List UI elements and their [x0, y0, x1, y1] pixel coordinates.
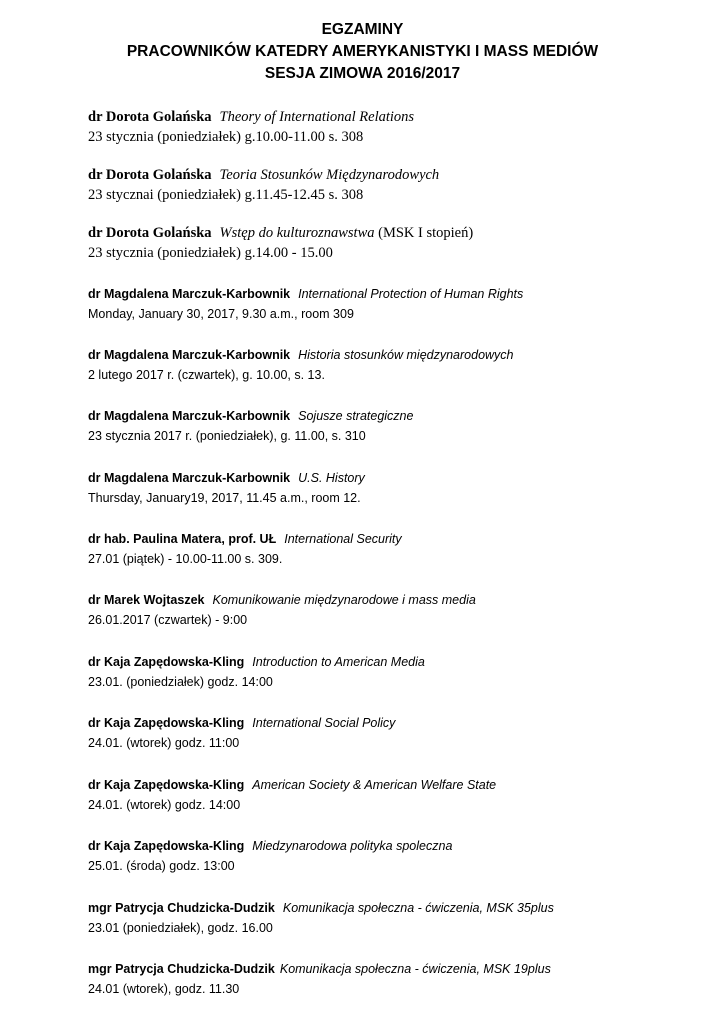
exam-details: Monday, January 30, 2017, 9.30 a.m., room 309 — [88, 307, 354, 321]
exam-details: 24.01 (wtorek), godz. 11.30 — [88, 982, 240, 996]
exam-details: 24.01. (wtorek) godz. 11:00 — [88, 736, 240, 750]
exam-entry — [88, 836, 452, 876]
exam-details: 23 stycznia (poniedziałek) g.14.00 - 15.00 — [88, 245, 333, 261]
exam-entry — [88, 345, 514, 385]
exam-entry — [88, 107, 414, 147]
exam-entry — [88, 223, 473, 263]
exam-entry — [88, 165, 439, 205]
examiner-name: dr Kaja Zapędowska-Kling — [88, 839, 245, 853]
exam-entry — [88, 898, 554, 938]
exam-entry — [88, 468, 365, 508]
header-subtitle: PRACOWNIKÓW KATEDRY AMERYKANISTYKI I MASS MEDIÓW — [126, 43, 599, 60]
course-title: International Security — [284, 532, 402, 546]
exam-details: 23 stycznia 2017 r. (poniedziałek), g. 11.00, s. 310 — [88, 429, 366, 443]
exam-details: 2 lutego 2017 r. (czwartek), g. 10.00, s. 13. — [88, 368, 325, 382]
exam-entry — [88, 775, 496, 815]
examiner-name: dr Dorota Golańska — [88, 167, 212, 183]
examiner-name: mgr Patrycja Chudzicka-Dudzik — [88, 901, 275, 915]
exam-details: 27.01 (piątek) - 10.00-11.00 s. 309. — [88, 552, 283, 566]
exam-entry — [88, 713, 395, 753]
course-title: American Society & American Welfare State — [252, 778, 497, 792]
examiner-name: dr Magdalena Marczuk-Karbownik — [88, 348, 291, 362]
header-title: EGZAMINY — [321, 21, 404, 38]
course-title: Komunikacja społeczna - ćwiczenia, MSK 35plus — [282, 901, 554, 915]
exam-entry — [88, 406, 413, 446]
course-title: Komunikowanie międzynarodowe i mass media — [212, 593, 476, 607]
course-title: Introduction to American Media — [252, 655, 425, 669]
examiner-name: dr Kaja Zapędowska-Kling — [88, 778, 245, 792]
exam-details: 25.01. (środa) godz. 13:00 — [88, 859, 235, 873]
examiner-name: dr Kaja Zapędowska-Kling — [88, 716, 245, 730]
examiner-name: dr hab. Paulina Matera, prof. UŁ — [88, 532, 277, 546]
examiner-name: dr Magdalena Marczuk-Karbownik — [88, 471, 291, 485]
course-title: Komunikacja społeczna - ćwiczenia, MSK 19plus — [279, 962, 551, 976]
exam-entry — [88, 529, 402, 569]
exam-entry — [88, 959, 551, 999]
examiner-name: dr Dorota Golańska — [88, 225, 212, 241]
course-title: Miedzynarodowa polityka spoleczna — [252, 839, 453, 853]
exam-details: 23.01 (poniedziałek), godz. 16.00 — [88, 921, 273, 935]
examiner-name: dr Magdalena Marczuk-Karbownik — [88, 409, 291, 423]
course-title: Sojusze strategiczne — [298, 409, 414, 423]
course-title: Theory of International Relations — [219, 109, 415, 125]
exam-entry — [88, 590, 476, 630]
course-title: Teoria Stosunków Międzynarodowych — [219, 167, 440, 183]
course-title: International Protection of Human Rights — [298, 287, 524, 301]
exam-details: 24.01. (wtorek) godz. 14:00 — [88, 798, 241, 812]
exam-details: Thursday, January19, 2017, 11.45 a.m., room 12. — [88, 491, 361, 505]
exam-entry — [88, 652, 425, 692]
examiner-name: dr Marek Wojtaszek — [88, 593, 205, 607]
header-session: SESJA ZIMOWA 2016/2017 — [264, 65, 461, 82]
course-title: Wstęp do kulturoznawstwa — [219, 225, 375, 241]
course-title: U.S. History — [298, 471, 365, 485]
exam-details: 23 stycznia (poniedziałek) g.10.00-11.00 s. 308 — [88, 129, 364, 145]
course-title: International Social Policy — [252, 716, 396, 730]
course-note: (MSK I stopień) — [374, 225, 474, 241]
examiner-name: dr Magdalena Marczuk-Karbownik — [88, 287, 291, 301]
exam-entry — [88, 284, 523, 324]
document-header — [0, 19, 725, 85]
examiner-name: mgr Patrycja Chudzicka-Dudzik — [88, 962, 275, 976]
exam-details: 23 stycznai (poniedziałek) g.11.45-12.45 s. 308 — [88, 187, 364, 203]
examiner-name: dr Kaja Zapędowska-Kling — [88, 655, 245, 669]
course-title: Historia stosunków międzynarodowych — [298, 348, 514, 362]
examiner-name: dr Dorota Golańska — [88, 109, 212, 125]
exam-details: 23.01. (poniedziałek) godz. 14:00 — [88, 675, 273, 689]
exam-details: 26.01.2017 (czwartek) - 9:00 — [88, 613, 248, 627]
